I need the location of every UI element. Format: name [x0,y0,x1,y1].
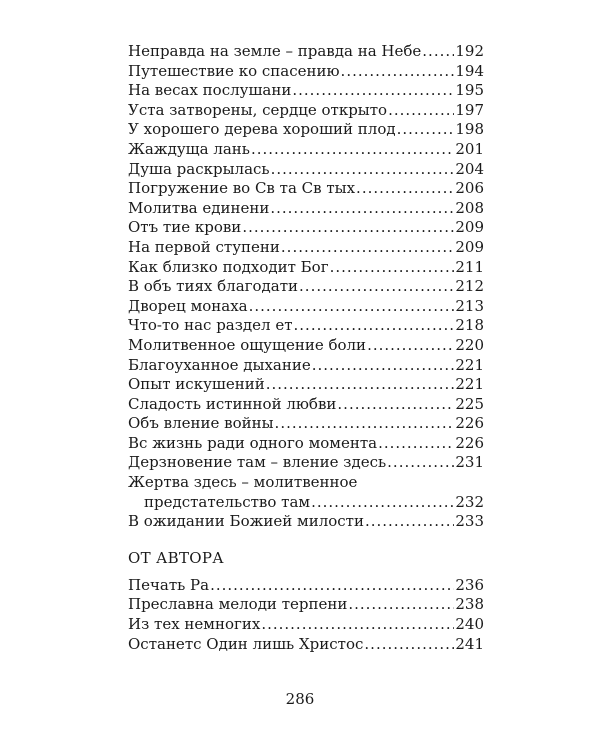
toc-entry [128,512,484,532]
toc-entry-page: 238 [455,595,484,614]
toc-entry-page: 231 [455,453,484,472]
toc-entry [128,238,484,258]
dot-leader [299,277,454,297]
dot-leader [251,140,454,160]
dot-leader [294,316,455,336]
toc-entry [128,179,484,199]
toc-entry [128,395,484,415]
toc-entry [128,120,484,140]
toc-entry-multiline [128,473,484,512]
toc-entry-title: На весах послушани [128,81,292,100]
toc-entry-page: 240 [455,615,484,634]
toc-entry-title: Как близко подходит Бог [128,257,329,276]
toc-entry-title: Неправда на земле – правда на Небе [128,42,422,60]
toc-entry-page: 241 [455,634,484,653]
toc-entry-title: В ожидании Божией милости [128,512,364,531]
toc-entry [128,316,484,336]
toc-entry-title-line1: Жертва здесь – молитвенное [128,473,358,492]
toc-entry [128,277,484,297]
dot-leader [422,42,454,62]
dot-leader [312,356,455,376]
toc-entry [128,414,484,434]
dot-leader [249,297,455,317]
dot-leader [275,414,455,434]
toc-entry-page: 236 [455,575,484,594]
toc-entry [128,160,484,180]
toc-entries [128,42,484,473]
toc-entry-title: Отъ тие крови [128,218,242,237]
dot-leader [387,453,454,473]
toc-entry-title: Сладость истинной любви [128,394,337,413]
dot-leader [337,395,454,415]
toc-entry-title: Молитвенное ощущение боли [128,335,367,354]
toc-entry [128,595,484,615]
toc-entry [128,635,484,655]
toc-entry [128,453,484,473]
toc-entry [128,493,484,513]
toc-entry [128,258,484,278]
toc-entry [128,434,484,454]
dot-leader [261,615,454,635]
toc-entry-title: Погружение во Св та Св тых [128,179,356,198]
toc-entry-title: Печать Ра [128,575,210,594]
toc-entry-page: 192 [455,42,484,60]
toc-entry [128,218,484,238]
toc-entry [128,576,484,596]
toc-entry-page: 194 [455,61,484,80]
dot-leader [242,218,454,238]
toc-entry [128,336,484,356]
dot-leader [364,635,454,655]
toc-entry [128,140,484,160]
toc-entry-title: На первой ступени [128,237,280,256]
toc-entry-page: 226 [455,414,484,433]
toc-entry-title: Останетс Один лишь Христос [128,634,364,653]
toc-entry-page: 225 [455,394,484,413]
dot-leader [388,101,454,121]
toc-entry-page: 226 [455,433,484,452]
dot-leader [266,375,455,395]
toc-entry-page: 218 [455,316,484,335]
dot-leader [330,258,455,278]
toc-entry-page: 209 [455,218,484,237]
toc-entry-title: Дерзновение там – вление здесь [128,453,387,472]
author-section [128,548,484,654]
toc-entry-page: 208 [455,198,484,217]
toc-entry-title: У хорошего дерева хороший плод [128,120,396,139]
toc-entry-title: Из тех немногих [128,615,261,634]
toc-entry [128,199,484,219]
dot-leader [367,336,454,356]
page-number: 286 [285,690,315,708]
toc-entry [128,101,484,121]
dot-leader [356,179,454,199]
dot-leader [292,81,454,101]
toc-entry-title-line2: предстательство там [144,492,311,511]
toc-entry-title: Дворец монаха [128,296,248,315]
toc-entry-page: 213 [455,296,484,315]
toc-entry-title: В объ тиях благодати [128,277,299,296]
toc-entry-title: Душа раскрылась [128,159,270,178]
toc-entry-page: 201 [455,139,484,158]
dot-leader [270,199,454,219]
toc-entry-title: Путешествие ко спасению [128,61,340,80]
toc-entry [128,42,484,62]
toc-entry-page: 212 [455,277,484,296]
toc-entry-title: Молитва единени [128,198,270,217]
dot-leader [281,238,454,258]
toc-entry [128,297,484,317]
toc-entry-page: 209 [455,237,484,256]
dot-leader [210,576,454,596]
toc-entry [128,81,484,101]
toc-entry-title: Преславна мелоди терпени [128,595,348,614]
toc-entry [128,615,484,635]
toc-entry-page: 195 [455,81,484,100]
toc-entry-page: 198 [455,120,484,139]
dot-leader [397,120,455,140]
toc-entry-title: Благоуханное дыхание [128,355,311,374]
toc-entry-page: 204 [455,159,484,178]
toc-entry-title: Что-то нас раздел ет [128,316,293,335]
toc-entry-title: Объ вление войны [128,414,274,433]
table-of-contents [128,42,484,654]
toc-entry-page: 233 [455,512,484,531]
section-heading: ОТ АВТОРА [128,548,224,567]
toc-entry-page: 211 [455,257,484,276]
dot-leader [378,434,454,454]
toc-entry-page: 220 [455,335,484,354]
toc-entry-page: 232 [455,492,484,511]
toc-entry-page: 221 [455,355,484,374]
toc-entry [128,62,484,82]
dot-leader [271,160,455,180]
toc-entry [128,375,484,395]
toc-entry-page: 221 [455,375,484,394]
toc-entry-title: Опыт искушений [128,375,265,394]
dot-leader [341,62,455,82]
dot-leader [365,512,454,532]
toc-entry-title: Жаждуща лань [128,139,250,158]
author-entries [128,576,484,654]
toc-entry-title: Вс жизнь ради одного момента [128,433,378,452]
dot-leader [311,493,454,513]
toc-entry-page: 206 [455,179,484,198]
toc-entry-title: Уста затворены, сердце открыто [128,100,388,119]
toc-entry [128,356,484,376]
dot-leader [348,595,454,615]
toc-entry-page: 197 [455,100,484,119]
